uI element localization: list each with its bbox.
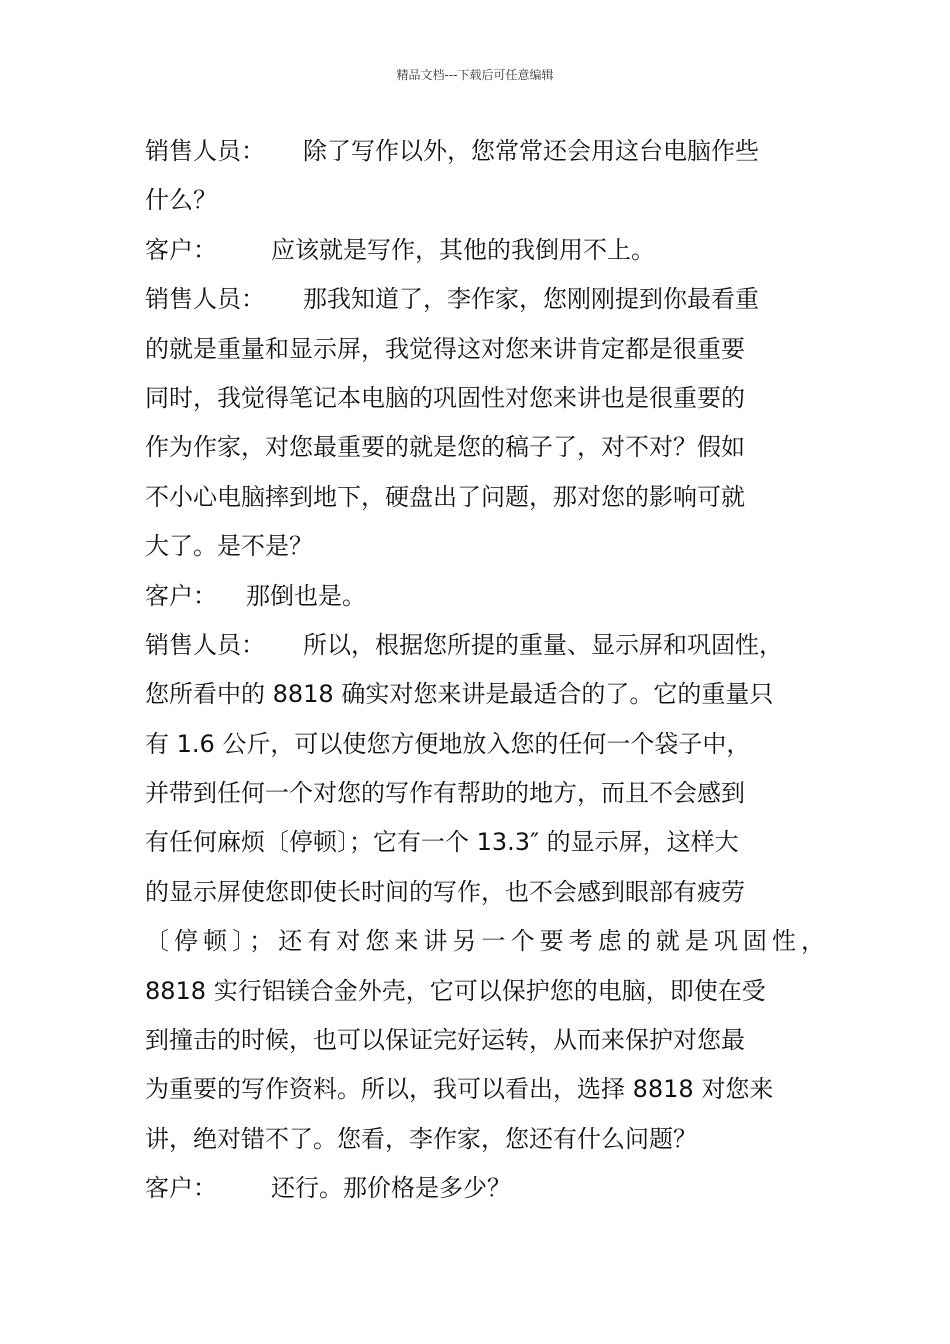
speaker-label: 客户：	[145, 235, 217, 264]
dialogue-line	[145, 473, 825, 522]
line-text: 还行。那价格是多少？	[271, 1174, 511, 1203]
dialogue-line	[145, 818, 825, 867]
line-text: 大了。是不是？	[145, 532, 313, 561]
line-text: 有任何麻烦〔停顿〕；它有一个 13.3″ 的显示屏，这样大	[145, 828, 739, 857]
dialogue-line	[145, 621, 825, 670]
line-text: 8818 实行铝镁合金外壳，它可以保护您的电脑，即使在受	[145, 976, 766, 1005]
line-text: 的显示屏使您即使长时间的写作，也不会感到眼部有疲劳	[145, 877, 745, 906]
dialogue-line	[145, 374, 825, 423]
dialogue-line	[145, 275, 825, 324]
speaker-label: 客户：	[145, 581, 217, 610]
line-text: 到撞击的时候，也可以保证完好运转，从而来保护对您最	[145, 1026, 745, 1055]
dialogue-line	[145, 670, 825, 719]
dialogue-line	[145, 572, 825, 621]
dialogue-line	[145, 967, 825, 1016]
line-text: 除了写作以外，您常常还会用这台电脑作些	[303, 137, 759, 165]
line-text: 有 1.6 公斤，可以使您方便地放入您的任何一个袋子中，	[145, 729, 751, 758]
line-text: 那我知道了，李作家，您刚刚提到你最看重	[303, 285, 759, 314]
line-text: 应该就是写作，其他的我倒用不上。	[271, 235, 655, 264]
speaker-label: 客户：	[145, 1174, 217, 1203]
line-text: 那倒也是。	[246, 581, 366, 610]
page-header: 精品文档---下载后可任意编辑	[396, 68, 554, 82]
dialogue-line	[145, 1164, 825, 1213]
line-text: 为重要的写作资料。所以，我可以看出，选择 8818 对您来	[145, 1075, 774, 1104]
dialogue-line	[145, 1065, 825, 1114]
line-text: 什么？	[145, 186, 217, 215]
line-text: 不小心电脑摔到地下，硬盘出了问题，那对您的影响可就	[145, 482, 745, 511]
document-body	[145, 127, 825, 1214]
speaker-label: 销售人员：	[145, 630, 265, 659]
speaker-label: 销售人员：	[145, 137, 265, 165]
dialogue-line	[145, 423, 825, 472]
dialogue-line	[145, 325, 825, 374]
dialogue-line	[145, 1016, 825, 1065]
line-text: 讲，绝对错不了。您看，李作家，您还有什么问题？	[145, 1124, 697, 1153]
dialogue-line: 〔停顿〕；还有对您来讲另一个要考虑的就是巩固性，	[145, 927, 825, 956]
dialogue-line	[145, 522, 825, 571]
line-text: 的就是重量和显示屏，我觉得这对您来讲肯定都是很重要	[145, 334, 745, 363]
dialogue-line	[145, 868, 825, 917]
dialogue-line	[145, 769, 825, 818]
speaker-label: 销售人员：	[145, 285, 265, 314]
line-text: 所以，根据您所提的重量、显示屏和巩固性，	[303, 630, 783, 659]
line-text: 并带到任何一个对您的写作有帮助的地方，而且不会感到	[145, 779, 745, 808]
dialogue-line	[145, 226, 825, 275]
dialogue-line	[145, 127, 825, 176]
line-text: 作为作家，对您最重要的就是您的稿子了，对不对？假如	[145, 433, 745, 462]
line-text: 您所看中的 8818 确实对您来讲是最适合的了。它的重量只	[145, 680, 774, 709]
dialogue-line	[145, 176, 825, 225]
dialogue-line	[145, 720, 825, 769]
line-text: 同时，我觉得笔记本电脑的巩固性对您来讲也是很重要的	[145, 383, 745, 412]
dialogue-line	[145, 1115, 825, 1164]
